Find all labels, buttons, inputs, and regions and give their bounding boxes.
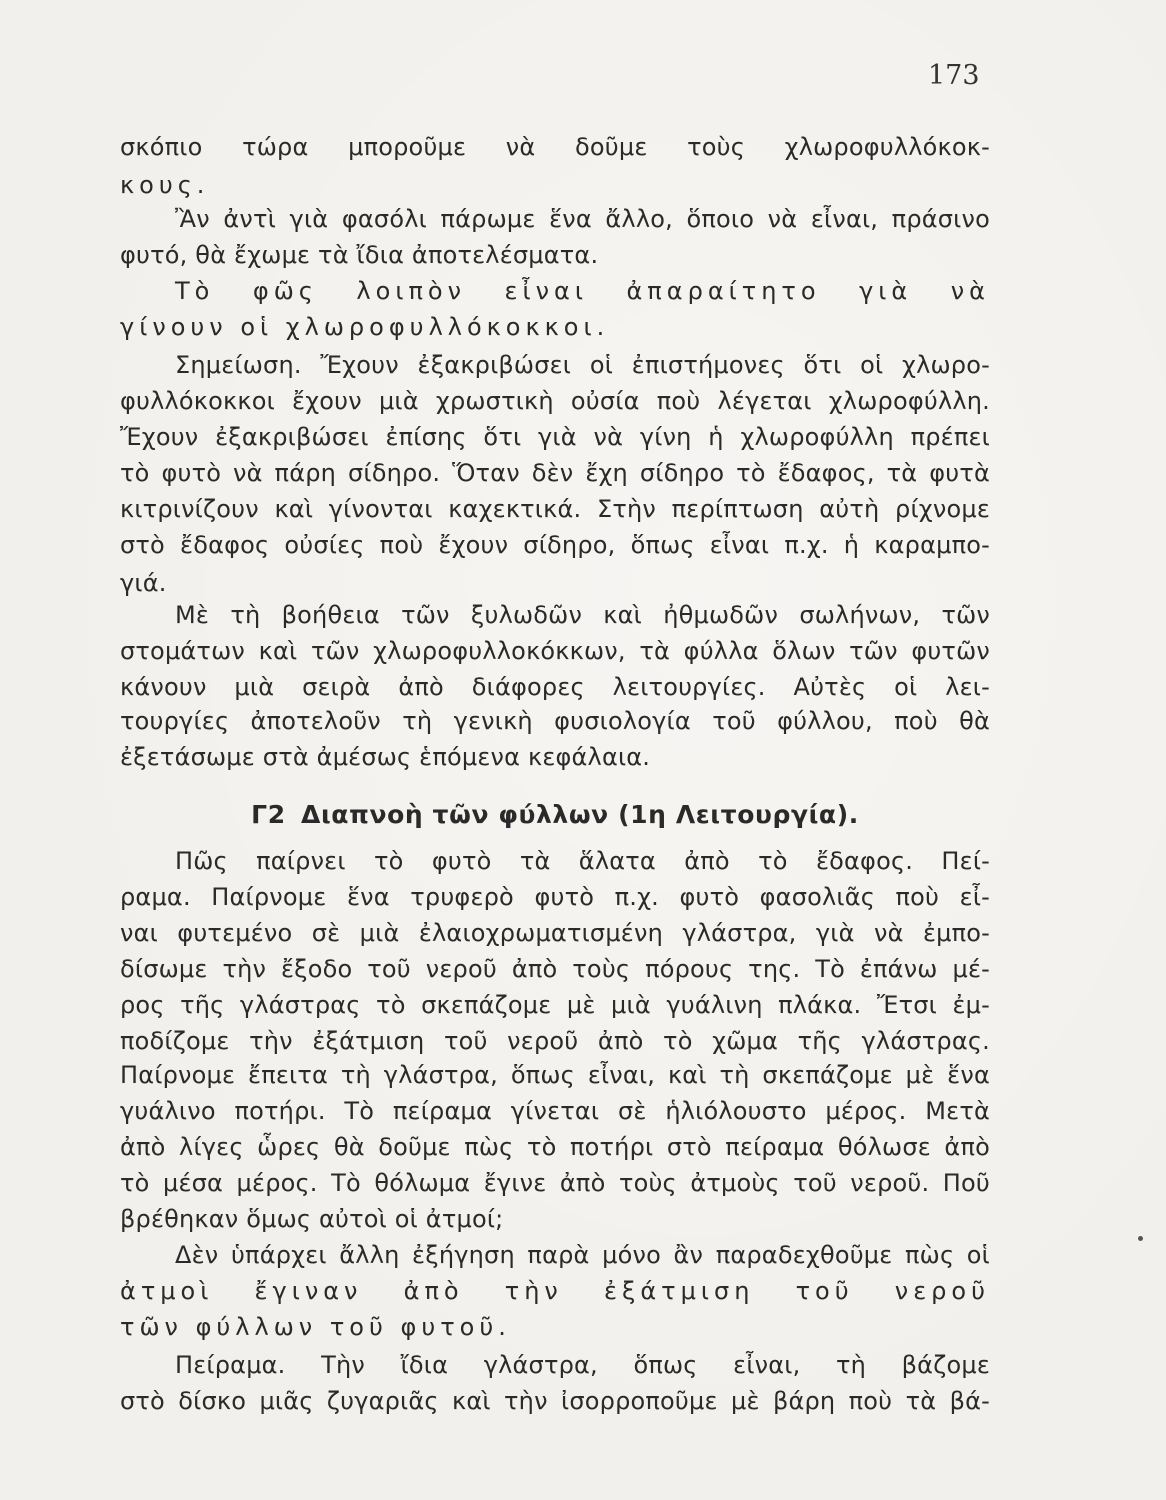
text-line: Παίρνομε ἔπειτα τὴ γλάστρα, ὅπως εἶναι, καὶ τὴ σκεπάζομε μὲ ἕνα: [120, 1061, 990, 1089]
text-line: Πῶς παίρνει τὸ φυτὸ τὰ ἅλατα ἀπὸ τὸ ἔδαφος. Πεί-: [175, 847, 990, 875]
text-line: ναι φυτεμένο σὲ μιὰ ἐλαιοχρωματισμένη γλάστρα, γιὰ νὰ ἐμπο-: [120, 919, 990, 947]
text-line: τῶν φύλλων τοῦ φυτοῦ.: [120, 1313, 511, 1341]
text-line: στομάτων καὶ τῶν χλωροφυλλοκόκκων, τὰ φύλλα ὅλων τῶν φυτῶν: [120, 637, 990, 665]
text-line: φυλλόκοκκοι ἔχουν μιὰ χρωστικὴ οὐσία ποὺ λέγεται χλωροφύλλη.: [120, 387, 990, 415]
text-line: δίσωμε τὴν ἔξοδο τοῦ νεροῦ ἀπὸ τοὺς πόρους της. Τὸ ἐπάνω μέ-: [120, 955, 990, 983]
text-line: ἐξετάσωμε στὰ ἀμέσως ἑπόμενα κεφάλαια.: [120, 743, 651, 771]
text-line: γυάλινο ποτήρι. Τὸ πείραμα γίνεται σὲ ἡλιόλουστο μέρος. Μετὰ: [120, 1097, 990, 1125]
text-line: ραμα. Παίρνομε ἕνα τρυφερὸ φυτὸ π.χ. φυτὸ φασολιᾶς ποὺ εἶ-: [120, 883, 990, 911]
text-line: στὸ δίσκο μιᾶς ζυγαριᾶς καὶ τὴν ἰσορροποῦμε μὲ βάρη ποὺ τὰ βά-: [120, 1387, 990, 1415]
text-line: Μὲ τὴ βοήθεια τῶν ξυλωδῶν καὶ ἠθμωδῶν σωλήνων, τῶν: [175, 601, 990, 629]
page-number: 173: [928, 60, 980, 91]
text-line: στὸ ἔδαφος οὐσίες ποὺ ἔχουν σίδηρο, ὅπως εἶναι π.χ. ἡ καραμπο-: [120, 531, 990, 559]
text-line: κιτρινίζουν καὶ γίνονται καχεκτικά. Στὴν περίπτωση αὐτὴ ρίχνομε: [120, 495, 990, 523]
text-line: ἀτμοὶ ἔγιναν ἀπὸ τὴν ἐξάτμιση τοῦ νεροῦ: [120, 1277, 990, 1305]
section-title: Διαπνοὴ τῶν φύλλων (1η Λειτουργία).: [301, 800, 859, 829]
text-line: ἀπὸ λίγες ὧρες θὰ δοῦμε πὼς τὸ ποτήρι στὸ πείραμα θόλωσε ἀπὸ: [120, 1133, 990, 1161]
section-number: Γ2: [251, 800, 286, 829]
text-line: τουργίες ἀποτελοῦν τὴ γενικὴ φυσιολογία τοῦ φύλλου, ποὺ θὰ: [120, 707, 990, 735]
text-line: γίνουν οἱ χλωροφυλλόκοκκοι.: [120, 313, 610, 341]
text-line: Σημείωση. Ἔχουν ἐξακριβώσει οἱ ἐπιστήμονες ὅτι οἱ χλωρο-: [175, 351, 990, 379]
text-line: φυτό, θὰ ἔχωμε τὰ ἴδια ἀποτελέσματα.: [120, 241, 599, 269]
text-line: Ἂν ἀντὶ γιὰ φασόλι πάρωμε ἕνα ἄλλο, ὅποιο νὰ εἶναι, πράσινο: [175, 205, 990, 233]
text-line: γιά.: [120, 569, 167, 597]
text-line: βρέθηκαν ὅμως αὐτοὶ οἱ ἀτμοί;: [120, 1205, 504, 1233]
text-line: κους.: [120, 171, 210, 199]
text-line: ρος τῆς γλάστρας τὸ σκεπάζομε μὲ μιὰ γυάλινη πλάκα. Ἔτσι ἐμ-: [120, 991, 990, 1019]
text-line: Ἔχουν ἐξακριβώσει ἐπίσης ὅτι γιὰ νὰ γίνη ἡ χλωροφύλλη πρέπει: [120, 423, 990, 451]
text-line: Δὲν ὑπάρχει ἄλλη ἐξήγηση παρὰ μόνο ἂν παραδεχθοῦμε πὼς οἱ: [175, 1241, 990, 1269]
text-line: τὸ μέσα μέρος. Τὸ θόλωμα ἔγινε ἀπὸ τοὺς ἀτμοὺς τοῦ νεροῦ. Ποῦ: [120, 1169, 990, 1197]
text-line: κάνουν μιὰ σειρὰ ἀπὸ διάφορες λειτουργίες. Αὐτὲς οἱ λει-: [120, 673, 990, 701]
text-line: σκόπιο τώρα μποροῦμε νὰ δοῦμε τοὺς χλωροφυλλόκοκ-: [120, 133, 990, 161]
section-heading: [120, 800, 990, 829]
text-line: Πείραμα. Τὴν ἴδια γλάστρα, ὅπως εἶναι, τὴ βάζομε: [175, 1351, 990, 1379]
margin-dot: [1138, 1236, 1143, 1241]
text-line: ποδίζομε τὴν ἐξάτμιση τοῦ νεροῦ ἀπὸ τὸ χῶμα τῆς γλάστρας.: [120, 1027, 990, 1055]
text-line: Τὸ φῶς λοιπὸν εἶναι ἀπαραίτητο γιὰ νὰ: [175, 277, 990, 305]
text-line: τὸ φυτὸ νὰ πάρη σίδηρο. Ὅταν δὲν ἔχη σίδηρο τὸ ἔδαφος, τὰ φυτὰ: [120, 459, 990, 487]
